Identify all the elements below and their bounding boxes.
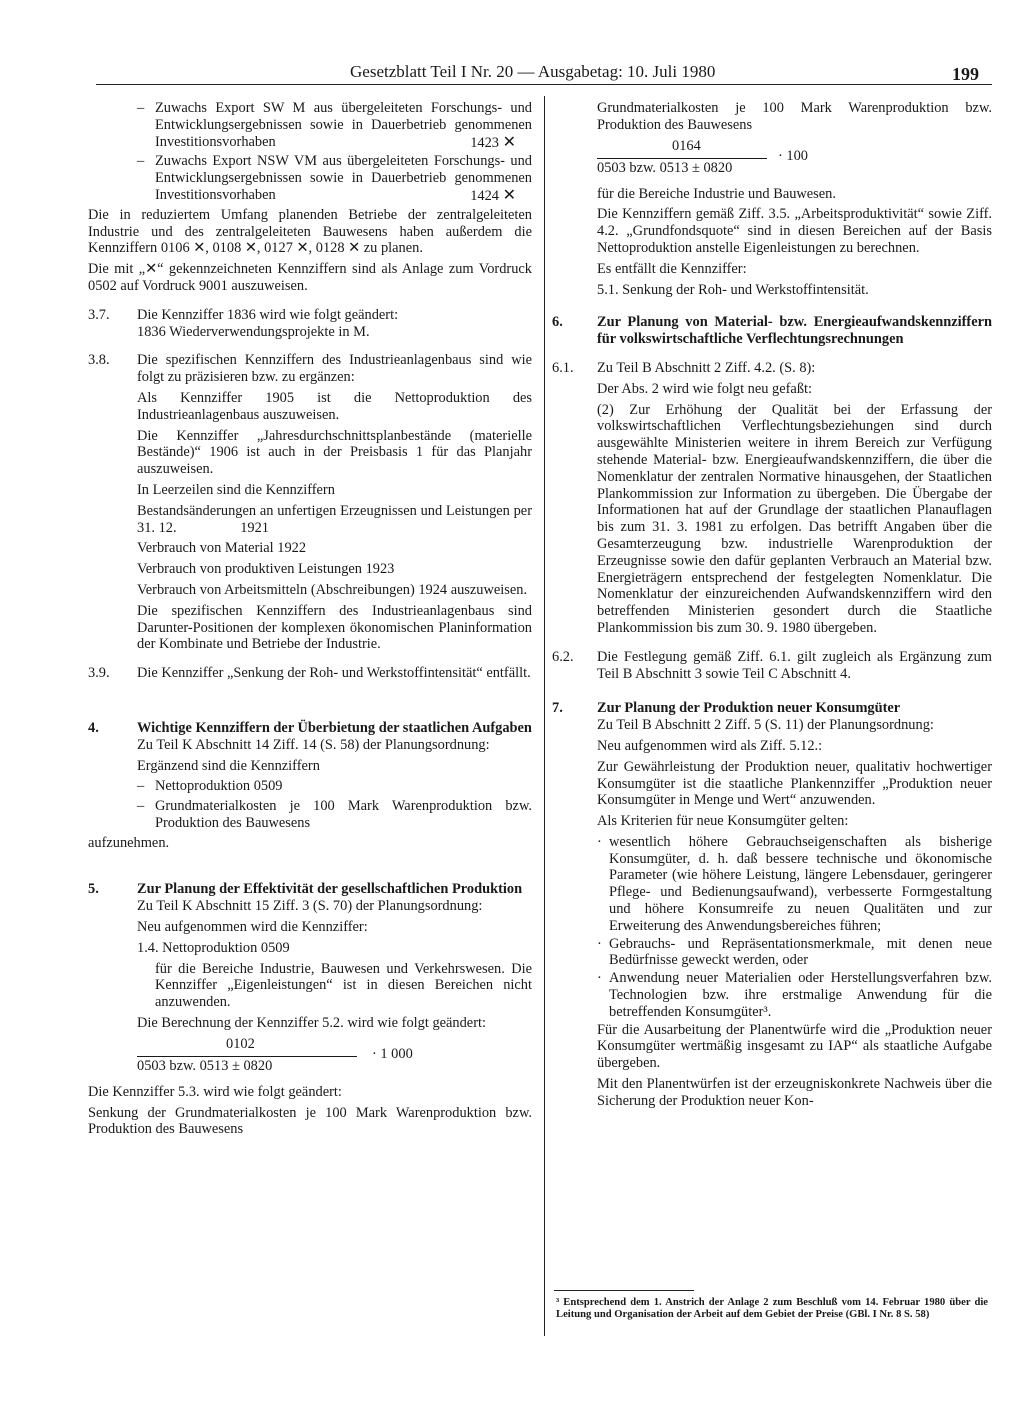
section-6-2 (552, 649, 992, 683)
formula-denominator: 0503 bzw. 0513 ± 0820 (137, 1057, 273, 1074)
paragraph: aufzunehmen. (88, 834, 170, 851)
section-title: Zur Planung der Effektivität der gesellschaftlichen Produktion (137, 881, 523, 898)
list-item (137, 798, 532, 832)
section-6-1 (552, 360, 992, 637)
paragraph: Verbrauch von Arbeitsmitteln (Abschreibungen) 1924 auszuweisen. (137, 581, 528, 598)
paragraph: Für die Ausarbeitung der Planentwürfe wird die „Produktion neuer Konsumgüter wertmäßig insgesamt zu IAP“ als staatliche Aufgabe übergeben. (597, 1021, 992, 1072)
list-item (137, 778, 532, 795)
page-number: 199 (952, 64, 979, 84)
list-item-text: Grundmaterialkosten je 100 Mark Warenproduktion bzw. Produktion des Bauwesens (155, 798, 532, 831)
section-5 (88, 881, 532, 1031)
section-3-9 (88, 665, 532, 682)
paragraph: Zu Teil K Abschnitt 15 Ziff. 3 (S. 70) der Planungsordnung: (137, 898, 483, 915)
section-title: Zur Planung von Material- bzw. Energieaufwandskennziffern für volkswirtschaftliche Verflechtungsrechnungen (597, 314, 992, 348)
paragraph: Die spezifischen Kennziffern des Industrieanlagenbaus sind wie folgt zu präzisieren bzw. zu ergänzen: (137, 352, 532, 386)
column-divider (544, 96, 545, 1336)
bullet-marker: · (597, 833, 602, 850)
section-text: Die Kennziffer „Senkung der Roh- und Werkstoffintensität“ entfällt. (137, 665, 531, 682)
code-1424 (470, 184, 516, 205)
paragraph: Die Kennziffer „Jahresdurchschnittsplanbestände (materielle Bestände)“ 1906 ist auch in der Preisbasis 1 für das Planjahr auszuweisen. (137, 427, 532, 478)
section-number: 3.7. (88, 306, 110, 323)
paragraph: 1.4. Nettoproduktion 0509 (137, 939, 290, 956)
section-4 (88, 720, 532, 774)
paragraph: Verbrauch von Material 1922 (137, 540, 307, 557)
dash-marker: – (137, 778, 145, 795)
list-item (137, 153, 532, 203)
section-3-8 (88, 352, 532, 653)
section-title: Wichtige Kennziffern der Überbietung der staatlichen Aufgaben (137, 719, 532, 736)
list-item-text: wesentlich höhere Gebrauchseigenschaften als bisherige Konsumgüter, d. h. daß bessere technische und ökonomische Parameter (wie höhere Leistung, längere Lebensdauer, geringerer Pflege- und Bedienungsaufwand), verbesserte Formgestaltung und höhere Konsumreife zu neuen Qualitäten und zur Erweiterung des Anwendungsbereiches führen; (609, 833, 992, 934)
paragraph: Mit den Planentwürfen ist der erzeugniskonkrete Nachweis über die Sicherung der Produktion neuer Kon- (597, 1076, 992, 1109)
paragraph: (2) Zur Erhöhung der Qualität bei der Erfassung der volkswirtschaftlichen Verflechtungsbeziehungen sind durch ausgewählte Ministerien weitere in ihrem Bereich zur Verfügung stehende Material- bzw. Energieaufwandskennziffern, die über die Nomenklatur der zentralen Normative hinausgehen, der Staatlichen Plankommission zur Information zu übergeben. Die Übergabe der Informationen hat auf der Grundlage der staatlichen Planauflagen bis zum 31. 3. 1981 zu erfolgen. Das betrifft Angaben über die Gesamterzeugung bzw. industrielle Warenproduktion der Erzeugnisse sowie den dafür geplanten Verbrauch an Material bzw. Energieträgern entsprechend der festgelegten Nomenklatur. Die Nomenklatur der einzureichenden Aufwandskennziffern wird den betreffenden Ministerien gesondert durch die Staatliche Plankommission bis zum 30. 9. 1980 übergeben. (597, 401, 992, 636)
dash-marker: – (137, 100, 145, 116)
footnote: ³ Entsprechend dem 1. Anstrich der Anlage 2 zum Beschluß vom 14. Februar 1980 über die Leitung und Organisation der Arbeit auf dem Gebiet der Preise (GBl. I Nr. 8 S. 58) (556, 1297, 988, 1320)
section-3-7 (88, 307, 532, 341)
footnote-rule (554, 1290, 694, 1291)
page-header-title: Gesetzblatt Teil I Nr. 20 — Ausgabetag: 10. Juli 1980 (350, 62, 716, 81)
paragraph: Die Kennziffer 5.3. wird wie folgt geändert: (88, 1083, 342, 1100)
list-item (137, 100, 532, 150)
paragraph: Ergänzend sind die Kennziffern (137, 757, 320, 774)
paragraph: Die Festlegung gemäß Ziff. 6.1. gilt zugleich als Ergänzung zum Teil B Abschnitt 3 sowie Teil C Abschnitt 4. (597, 648, 992, 682)
bullet-marker: · (597, 970, 602, 987)
paragraph: Als Kennziffer 1905 ist die Nettoproduktion des Industrieanlagenbaus auszuweisen. (137, 389, 532, 423)
paragraph: In Leerzeilen sind die Kennziffern (137, 481, 335, 498)
paragraph: Es entfällt die Kennziffer: (597, 260, 747, 277)
paragraph: Verbrauch von produktiven Leistungen 1923 (137, 561, 395, 578)
section-number: 4. (88, 719, 99, 736)
cross-icon: ✕ (502, 184, 516, 204)
section-number: 6.2. (552, 648, 574, 665)
formula-multiplier: · 100 (778, 147, 808, 164)
section-title: Zur Planung der Produktion neuer Konsumgüter (597, 700, 901, 717)
paragraph: Neu aufgenommen wird als Ziff. 5.12.: (597, 737, 823, 754)
paragraph: Die mit „✕“ gekennzeichneten Kennziffern sind als Anlage zum Vordruck 0502 auf Vordruck 9001 auszuweisen. (88, 261, 532, 294)
right-column (552, 100, 992, 1114)
paragraph: Zu Teil B Abschnitt 2 Ziff. 4.2. (S. 8): (597, 359, 816, 376)
formula (88, 1036, 532, 1078)
paragraph: für die Bereiche Industrie, Bauwesen und Verkehrswesen. Die Kennziffer „Eigenleistungen“ ist in diesen Bereichen nicht anzuwenden. (155, 960, 532, 1011)
list-item-text: Gebrauchs- und Repräsentationsmerkmale, mit denen neue Bedürfnisse geweckt werden, oder (609, 935, 992, 969)
section-line: 1836 Wiederverwendungsprojekte in M. (137, 323, 370, 340)
list-item (597, 936, 992, 970)
paragraph: für die Bereiche Industrie und Bauwesen. (597, 185, 836, 202)
left-column (88, 100, 532, 1142)
paragraph: Die spezifischen Kennziffern des Industrieanlagenbaus sind Darunter-Positionen der komplexen ökonomischen Planinformation der Kombinate und Betriebe der Industrie. (137, 602, 532, 653)
paragraph: Senkung der Grundmaterialkosten je 100 Mark Warenproduktion bzw. Produktion des Bauwesens (88, 1104, 532, 1138)
paragraph: Zu Teil B Abschnitt 2 Ziff. 5 (S. 11) der Planungsordnung: (597, 717, 934, 734)
formula-numerator: 0102 (226, 1035, 255, 1052)
section-number: 5. (88, 881, 99, 898)
paragraph: Zur Gewährleistung der Produktion neuer, qualitativ hochwertiger Konsumgüter ist die staatliche Plankennziffer „Produktion neuer Konsumgüter in Menge und Wert“ anzuwenden. (597, 758, 992, 809)
list-item-text: Zuwachs Export NSW VM aus übergeleiteten Forschungs- und Entwicklungsergebnissen sowie in Dauerbetrieb genommenen Investitionsvorhaben (155, 153, 532, 203)
section-number: 3.9. (88, 665, 110, 682)
list-item (597, 970, 992, 1020)
code-1423 (470, 131, 516, 152)
formula (552, 138, 992, 180)
section-number: 6. (552, 314, 563, 331)
code-value: 1424 (470, 187, 499, 204)
list-item (597, 834, 992, 935)
dash-marker: – (137, 153, 145, 170)
paragraph: Neu aufgenommen wird die Kennziffer: (137, 919, 368, 936)
section-number: 3.8. (88, 352, 110, 369)
code-value: 1423 (470, 134, 499, 151)
dash-marker: – (137, 798, 145, 815)
paragraph: Die in reduziertem Umfang planenden Betriebe der zentralgeleiteten Industrie und des zentralgeleiteten Bauwesens haben außerdem die Kennziffern 0106 ✕, 0108 ✕, 0127 ✕, 0128 ✕ zu planen. (88, 206, 532, 257)
section-7 (552, 700, 992, 830)
page-header-bar (0, 0, 1024, 92)
list-item-text: Zuwachs Export SW M aus übergeleiteten Forschungs- und Entwicklungsergebnissen sowie in Dauerbetrieb genommenen Investitionsvorhaben (155, 100, 532, 150)
cross-icon: ✕ (502, 131, 516, 151)
formula-numerator: 0164 (672, 137, 701, 154)
paragraph (137, 503, 532, 537)
paragraph: 5.1. Senkung der Roh- und Werkstoffintensität. (597, 281, 869, 298)
list-item-text: Nettoproduktion 0509 (155, 778, 283, 795)
fraction-line (137, 1056, 357, 1057)
paragraph: Als Kriterien für neue Konsumgüter gelten: (597, 813, 849, 830)
code-value: 1921 (240, 519, 269, 536)
paragraph-text: Bestandsänderungen an unfertigen Erzeugnissen und Leistungen per 31. 12. (137, 502, 532, 536)
header-rule (96, 84, 992, 85)
section-number: 6.1. (552, 359, 574, 376)
list-item-text: Anwendung neuer Materialien oder Herstellungsverfahren bzw. Technologien bzw. ihre erstmalige Anwendung für die betreffenden Konsumgüter³. (609, 970, 992, 1020)
formula-denominator: 0503 bzw. 0513 ± 0820 (597, 159, 733, 176)
bullet-marker: · (597, 935, 602, 952)
paragraph: Die Kennziffern gemäß Ziff. 3.5. „Arbeitsproduktivität“ sowie Ziff. 4.2. „Grundfondsquote“ sind in diesen Bereichen auf der Basis Nettoproduktion anstelle Eigenleistungen zu berechnen. (597, 206, 992, 256)
paragraph: Grundmaterialkosten je 100 Mark Warenproduktion bzw. Produktion des Bauwesens (597, 100, 992, 133)
formula-multiplier: · 1 000 (372, 1045, 413, 1062)
criteria-list (597, 834, 992, 1021)
section-number: 7. (552, 700, 563, 717)
fraction-line (597, 158, 767, 159)
section-6 (552, 314, 992, 348)
section-text: Die Kennziffer 1836 wird wie folgt geändert: (137, 306, 399, 323)
paragraph: Zu Teil K Abschnitt 14 Ziff. 14 (S. 58) der Planungsordnung: (137, 736, 490, 753)
paragraph: Die Berechnung der Kennziffer 5.2. wird wie folgt geändert: (137, 1015, 486, 1032)
paragraph: Der Abs. 2 wird wie folgt neu gefaßt: (597, 380, 813, 397)
